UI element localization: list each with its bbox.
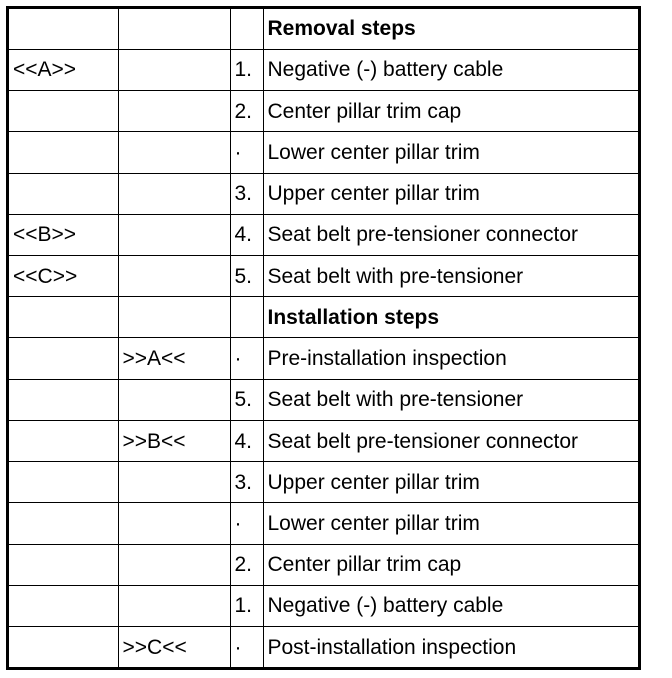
table-row [9,173,638,214]
procedure-table-frame [6,6,641,670]
step-description-cell: Negative (-) battery cable [263,49,638,90]
table-row [9,255,638,296]
installation-reference-cell [118,297,230,338]
section-heading-row [9,297,638,338]
step-number-cell: 4. [230,214,263,255]
step-description-cell: Lower center pillar trim [263,132,638,173]
removal-reference-cell [9,627,118,667]
removal-reference-cell [9,338,118,379]
step-number-cell: · [230,627,263,667]
table-row [9,214,638,255]
step-number-cell: · [230,503,263,544]
step-number-cell [230,9,263,49]
removal-reference-cell [9,9,118,49]
table-row [9,544,638,585]
removal-reference-cell [9,544,118,585]
installation-reference-cell [118,91,230,132]
step-number-cell: 5. [230,379,263,420]
step-description-cell: Seat belt pre-tensioner connector [263,214,638,255]
procedure-table [9,9,638,667]
step-number-cell: · [230,132,263,173]
step-number-cell: 5. [230,255,263,296]
step-description-cell: Lower center pillar trim [263,503,638,544]
installation-reference-cell [118,462,230,503]
table-row [9,49,638,90]
step-number-cell: 1. [230,49,263,90]
step-description-cell: Center pillar trim cap [263,91,638,132]
installation-reference-cell: >>A<< [118,338,230,379]
installation-reference-cell [118,503,230,544]
step-number-cell: 1. [230,585,263,626]
removal-reference-cell [9,379,118,420]
table-row [9,627,638,667]
step-description-cell: Seat belt with pre-tensioner [263,379,638,420]
procedure-table-body [9,9,638,667]
table-row [9,462,638,503]
step-number-cell: 3. [230,173,263,214]
step-number-cell: 4. [230,420,263,461]
installation-reference-cell [118,49,230,90]
installation-reference-cell [118,214,230,255]
removal-reference-cell [9,297,118,338]
table-row [9,503,638,544]
table-row [9,585,638,626]
installation-reference-cell [118,255,230,296]
removal-reference-cell: <<C>> [9,255,118,296]
installation-reference-cell [118,173,230,214]
removal-reference-cell [9,503,118,544]
step-description-cell: Post-installation inspection [263,627,638,667]
table-row [9,338,638,379]
removal-reference-cell [9,173,118,214]
installation-reference-cell [118,585,230,626]
step-description-cell: Upper center pillar trim [263,462,638,503]
step-number-cell: 3. [230,462,263,503]
table-row [9,132,638,173]
step-description-cell: Seat belt pre-tensioner connector [263,420,638,461]
table-row [9,379,638,420]
step-description-cell: Negative (-) battery cable [263,585,638,626]
step-description-cell: Center pillar trim cap [263,544,638,585]
removal-reference-cell: <<B>> [9,214,118,255]
table-row [9,420,638,461]
installation-reference-cell [118,9,230,49]
removal-reference-cell [9,585,118,626]
section-heading: Removal steps [263,9,638,49]
table-row [9,91,638,132]
step-description-cell: Seat belt with pre-tensioner [263,255,638,296]
installation-reference-cell: >>C<< [118,627,230,667]
step-number-cell: 2. [230,544,263,585]
removal-reference-cell [9,91,118,132]
installation-reference-cell [118,544,230,585]
section-heading-row [9,9,638,49]
section-heading: Installation steps [263,297,638,338]
step-number-cell: · [230,338,263,379]
removal-reference-cell [9,420,118,461]
step-description-cell: Pre-installation inspection [263,338,638,379]
removal-reference-cell: <<A>> [9,49,118,90]
installation-reference-cell [118,132,230,173]
installation-reference-cell: >>B<< [118,420,230,461]
step-description-cell: Upper center pillar trim [263,173,638,214]
step-number-cell [230,297,263,338]
step-number-cell: 2. [230,91,263,132]
removal-reference-cell [9,462,118,503]
removal-reference-cell [9,132,118,173]
installation-reference-cell [118,379,230,420]
